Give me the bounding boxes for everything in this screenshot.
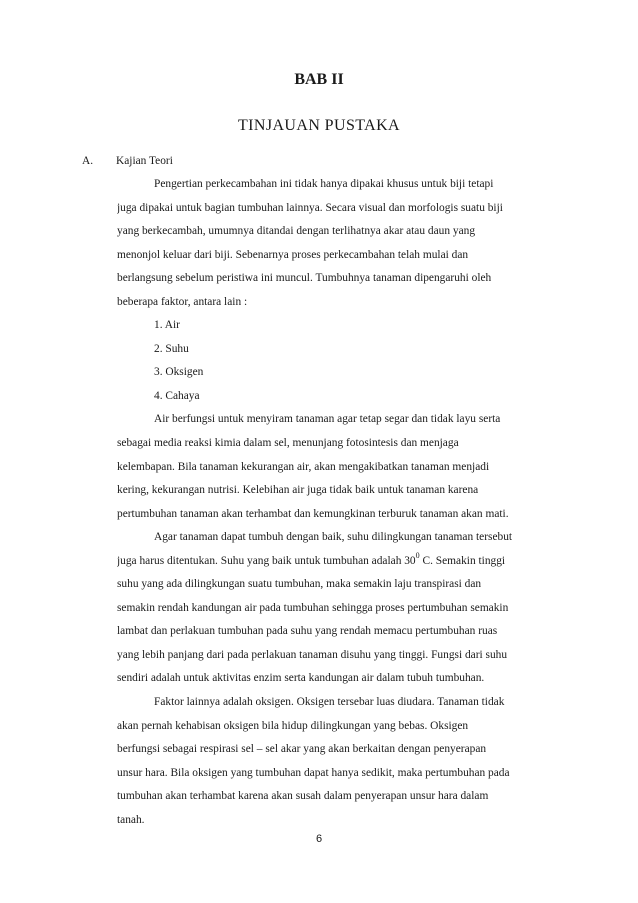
- paragraph-line: berfungsi sebagai respirasi sel – sel akar yang akan berkaitan dengan penyerapan: [117, 743, 487, 756]
- list-item: 1. Air: [154, 319, 180, 332]
- paragraph-line: juga dipakai untuk bagian tumbuhan lainnya. Secara visual dan morfologis suatu biji: [117, 201, 503, 214]
- paragraph-line: berlangsung sebelum peristiwa ini muncul. Tumbuhnya tanaman dipengaruhi oleh: [117, 272, 492, 285]
- list-item: 2. Suhu: [154, 342, 189, 355]
- page-number: 6: [315, 833, 323, 845]
- paragraph-line: sendiri adalah untuk aktivitas enzim serta kandungan air dalam tubuh tumbuhan.: [117, 672, 485, 685]
- paragraph-line: beberapa faktor, antara lain :: [117, 295, 248, 308]
- list-item: 4. Cahaya: [154, 389, 200, 402]
- text-span: C. Semakin tinggi: [419, 554, 506, 567]
- paragraph-line: kering, kekurangan nutrisi. Kelebihan air juga tidak baik untuk tanaman karena: [117, 484, 479, 497]
- paragraph-line: Pengertian perkecambahan ini tidak hanya dipakai khusus untuk biji tetapi: [154, 178, 494, 190]
- paragraph-line: tumbuhan akan terhambat karena akan susah dalam penyerapan unsur hara dalam: [117, 790, 489, 803]
- paragraph-line: menonjol keluar dari biji. Sebenarnya proses perkecambahan telah mulai dan: [117, 248, 469, 261]
- text-span: juga harus ditentukan. Suhu yang baik untuk tumbuhan adalah 30: [117, 554, 416, 567]
- paragraph-line: yang lebih panjang dari pada perlakuan tanaman disuhu yang tinggi. Fungsi dari suhu: [117, 648, 508, 661]
- paragraph-line: yang berkecambah, umumnya ditandai dengan terlihatnya akar atau daun yang: [117, 225, 476, 238]
- section-heading: [82, 150, 173, 172]
- paragraph-line: Faktor lainnya adalah oksigen. Oksigen tersebar luas diudara. Tanaman tidak: [154, 696, 505, 709]
- paragraph-line: suhu yang ada dilingkungan suatu tumbuhan, maka semakin laju transpirasi dan: [117, 578, 482, 591]
- paragraph-line: sebagai media reaksi kimia dalam sel, menunjang fotosintesis dan menjaga: [117, 437, 459, 450]
- body-text: [117, 173, 562, 832]
- section-label: Kajian Teori: [116, 155, 173, 167]
- paragraph-line: semakin rendah kandungan air pada tumbuhan sehingga proses pertumbuhan semakin: [117, 601, 509, 614]
- degree-superscript: 0: [415, 550, 420, 560]
- paragraph-line: akan pernah kehabisan oksigen bila hidup dilingkungan yang bebas. Oksigen: [117, 719, 469, 732]
- paragraph-line: lambat dan perlakuan tumbuhan pada suhu yang rendah memacu pertumbuhan ruas: [117, 625, 498, 638]
- list-item: 3. Oksigen: [154, 366, 204, 379]
- chapter-heading: BAB II: [294, 71, 344, 88]
- paragraph-line: Air berfungsi untuk menyiram tanaman agar tetap segar dan tidak layu serta: [154, 413, 501, 426]
- chapter-title: TINJAUAN PUSTAKA: [237, 117, 400, 134]
- paragraph-line: kelembapan. Bila tanaman kekurangan air, akan mengakibatkan tanaman menjadi: [117, 460, 490, 473]
- paragraph-line: pertumbuhan tanaman akan terhambat dan kemungkinan terburuk tanaman akan mati.: [117, 507, 509, 520]
- paragraph-line: unsur hara. Bila oksigen yang tumbuhan dapat hanya sedikit, maka pertumbuhan pada: [117, 766, 510, 779]
- paragraph-line: [117, 550, 562, 574]
- section-number: A.: [82, 155, 94, 167]
- paragraph-line: Agar tanaman dapat tumbuh dengan baik, suhu dilingkungan tanaman tersebut: [154, 531, 513, 544]
- paragraph-line: tanah.: [117, 813, 145, 826]
